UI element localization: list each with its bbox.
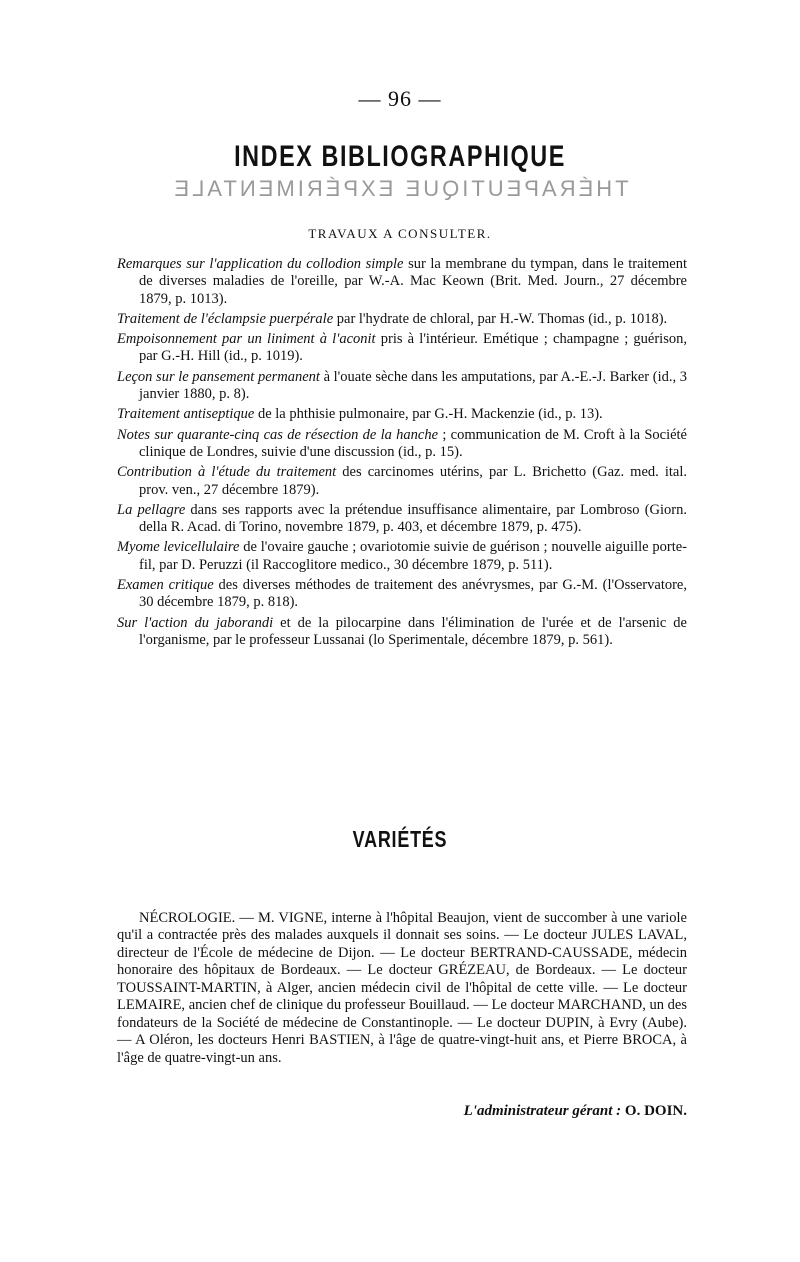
entry-details: sur la membrane du tympan, dans le traitement de diverses maladies de l'oreille, par W.-A. Mac Keown (Brit. Med. Journ., 27 décembre 1879, p. 1013). — [139, 256, 687, 307]
bibliography-entry — [117, 502, 687, 537]
necrology-paragraph: NÉCROLOGIE. — M. VIGNE, interne à l'hôpital Beaujon, vient de succomber à une variole qu'il a contractée près des malades auxquels il donnait ses soins. — Le docteur JULES LAVAL, directeur de l'École de médecine de Dijon. — Le docteur BERTRAND-CAUSSADE, médecin honoraire des hôpitaux de Bordeaux. — Le docteur GRÉZEAU, de Bordeaux. — Le docteur TOUSSAINT-MARTIN, à Alger, ancien médecin civil de l'hôpital de cette ville. — Le docteur LEMAIRE, ancien chef de clinique du professeur Bouillaud. — Le docteur MARCHAND, un des fondateurs de la Société de médecine de Constantinople. — Le docteur DUPIN, à Evry (Aube). — A Oléron, les docteurs Henri BASTIEN, à l'âge de quatre-vingt-huit ans, et Pierre BROCA, à l'âge de quatre-vingt-un ans. — [117, 909, 687, 1066]
page-title: INDEX BIBLIOGRAPHIQUE — [234, 140, 566, 173]
entry-details: à l'ouate sèche dans les amputations, par A.-E.-J. Barker (id., 3 janvier 1880, p. 8). — [139, 368, 687, 403]
entry-details: pris à l'intérieur. Emétique ; champagne ; guérison, par G.-H. Hill (id., p. 1019). — [139, 331, 687, 365]
signature — [117, 1103, 687, 1120]
entry-title: Traitement antiseptique — [117, 406, 255, 423]
entry-title: Notes sur quarante-cinq cas de résection de la hanche — [117, 426, 439, 443]
entry-title: La pellagre — [117, 501, 186, 518]
signature-name: O. DOIN. — [624, 1103, 687, 1119]
entry-details: par l'hydrate de chloral, par H.-W. Thomas (id., p. 1018). — [333, 310, 668, 327]
bibliography-entry — [117, 427, 687, 462]
bibliography-entry — [117, 256, 687, 308]
bibliography-list — [117, 256, 687, 652]
bleed-through-text: THÉRAPEUTIQUE EXPÉRIMENTALE — [171, 176, 629, 201]
entry-details: dans ses rapports avec la prétendue insuffisance alimentaire, par Lombroso (Giorn. della R. Acad. di Torino, novembre 1879, p. 403, et décembre 1879, p. 475). — [139, 501, 687, 536]
entry-details: de la phthisie pulmonaire, par G.-H. Mackenzie (id., p. 13). — [254, 406, 603, 423]
bibliography-entry — [117, 406, 687, 423]
entry-details: des carcinomes utérins, par L. Brichetto (Gaz. med. ital. prov. ven., 27 décembre 1879). — [139, 464, 687, 498]
bibliography-entry — [117, 369, 687, 404]
entry-details: de l'ovaire gauche ; ovariotomie suivie de guérison ; nouvelle aiguille porte-fil, par D. Peruzzi (il Raccoglitore medico., 30 décembre 1879, p. 511). — [139, 539, 687, 573]
entry-title: Empoisonnement par un liniment à l'aconit — [117, 331, 376, 348]
entry-title: Remarques sur l'application du collodion simple — [117, 256, 404, 272]
bibliography-entry — [117, 577, 687, 612]
entry-title: Sur l'action du jaborandi — [117, 614, 274, 631]
entry-title: Leçon sur le pansement permanent — [117, 368, 320, 385]
entry-title: Traitement de l'éclampsie puerpérale — [117, 310, 334, 327]
page-number: — 96 — — [358, 86, 442, 111]
section-heading: TRAVAUX A CONSULTER. — [308, 226, 492, 241]
signature-label: L'administrateur gérant : — [463, 1103, 622, 1119]
varietes-heading: VARIÉTÉS — [352, 826, 448, 852]
bibliography-entry — [117, 311, 687, 328]
entry-details: et de la pilocarpine dans l'élimination de l'urée et de l'arsenic de l'organisme, par le professeur Lussanai (lo Sperimentale, décembre 1879, p. 561). — [139, 614, 687, 648]
bibliography-entry — [117, 331, 687, 366]
entry-details: ; communication de M. Croft à la Société clinique de Londres, suivie d'une discussion (id., p. 15). — [139, 426, 687, 460]
bibliography-entry — [117, 539, 687, 574]
entry-title: Myome levicellulaire — [117, 539, 240, 556]
entry-title: Contribution à l'étude du traitement — [117, 464, 337, 481]
entry-title: Examen critique — [117, 577, 214, 594]
entry-details: des diverses méthodes de traitement des anévrysmes, par G.-M. (l'Osservatore, 30 décembre 1879, p. 818). — [139, 577, 687, 611]
bibliography-entry — [117, 615, 687, 650]
bibliography-entry — [117, 464, 687, 499]
